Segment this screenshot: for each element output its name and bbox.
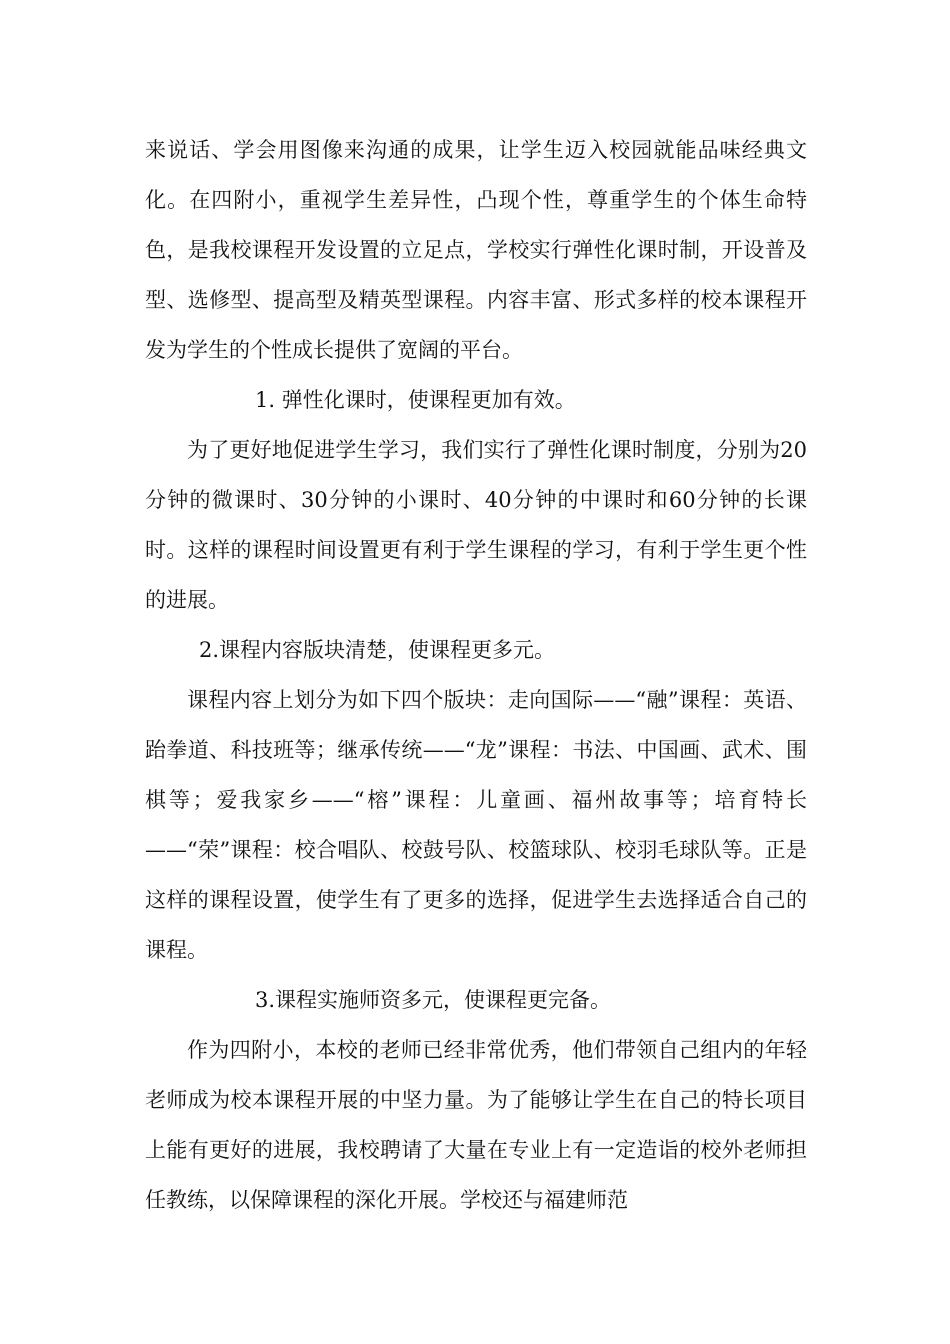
document-page [145, 125, 807, 1225]
heading-flexible-hours: 1. 弹性化课时，使课程更加有效。 [255, 388, 576, 412]
paragraph-teaching-staff: 作为四附小，本校的老师已经非常优秀，他们带领自己组内的年轻老师成为校本课程开展的中坚力量。为了能够让学生在自己的特长项目上能有更好的进展，我校聘请了大量在专业上有一定造诣的校外老师担任教练，以保障课程的深化开展。学校还与福建师范 [145, 1038, 807, 1212]
heading-teaching-staff: 3.课程实施师资多元，使课程更完备。 [255, 988, 612, 1012]
paragraph-content-sections: 课程内容上划分为如下四个版块：走向国际——“融”课程：英语、跆拳道、科技班等；继承传统——“龙”课程：书法、中国画、武术、围棋等；爱我家乡——“榕”课程：儿童画、福州故事等；培育特长——“荣”课程：校合唱队、校鼓号队、校篮球队、校羽毛球队等。正是这样的课程设置，使学生有了更多的选择，促进学生去选择适合自己的课程。 [145, 688, 807, 962]
paragraph-intro: 来说话、学会用图像来沟通的成果，让学生迈入校园就能品味经典文化。在四附小，重视学生差异性，凸现个性，尊重学生的个体生命特色，是我校课程开发设置的立足点，学校实行弹性化课时制，开设普及型、选修型、提高型及精英型课程。内容丰富、形式多样的校本课程开发为学生的个性成长提供了宽阔的平台。 [145, 138, 807, 362]
paragraph-flexible-hours: 为了更好地促进学生学习，我们实行了弹性化课时制度，分别为20分钟的微课时、30分钟的小课时、40分钟的中课时和60分钟的长课时。这样的课程时间设置更有利于学生课程的学习，有利于学生更个性的进展。 [145, 438, 807, 612]
heading-content-sections: 2.课程内容版块清楚，使课程更多元。 [199, 638, 556, 662]
